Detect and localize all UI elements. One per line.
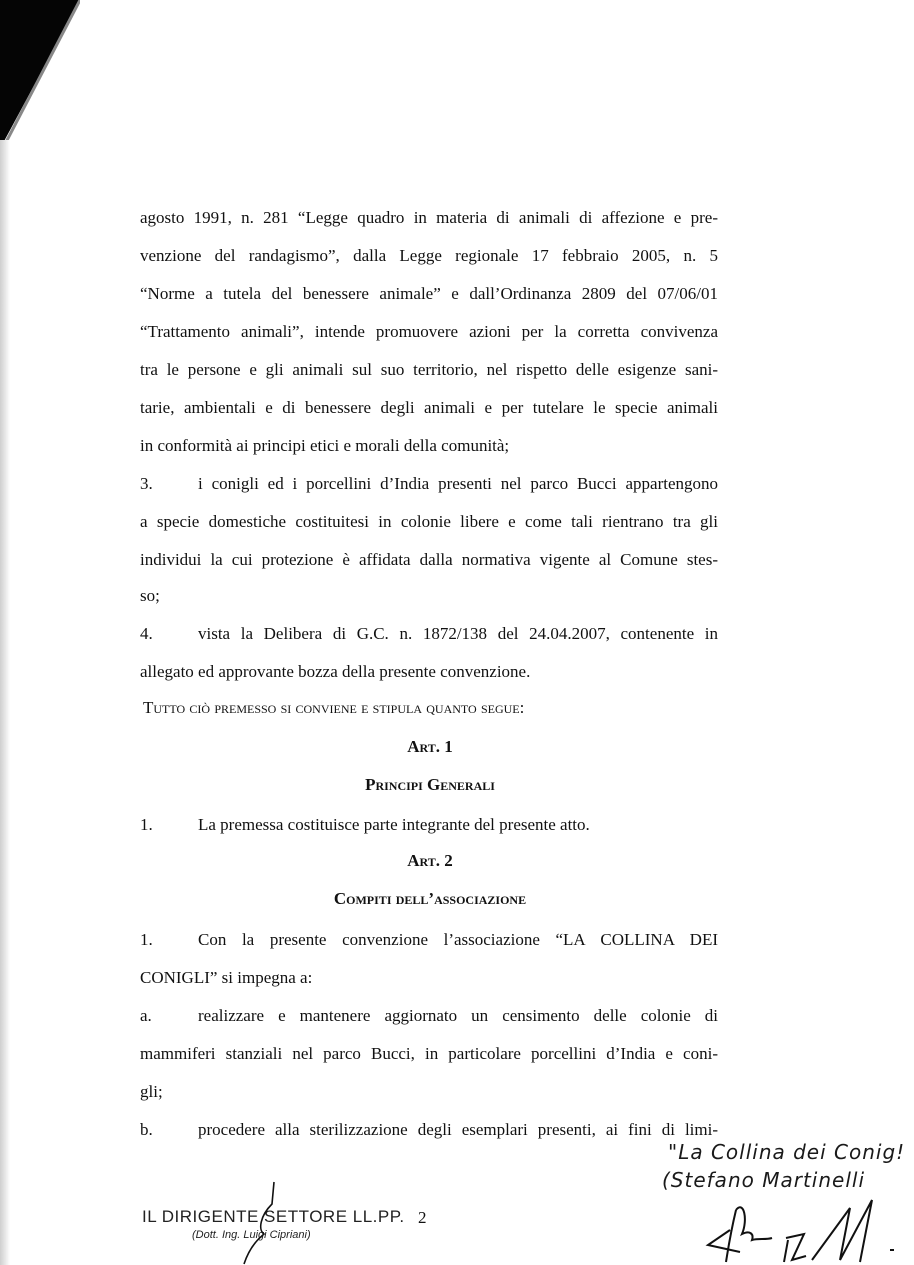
article-2-item-b xyxy=(140,1120,718,1140)
handwritten-signer-name: (Stefano Martinelli xyxy=(662,1168,865,1192)
list-text: La premessa costituisce parte integrante del presente atto. xyxy=(198,815,590,834)
paragraph-line: in conformità ai principi etici e morali della comunità; xyxy=(140,436,510,455)
article-2-item-a xyxy=(140,1006,718,1026)
list-text: procedere alla sterilizzazione degli esemplari presenti, ai fini di limi- xyxy=(198,1120,718,1139)
handwritten-association-name: "La Collina dei Conig! xyxy=(668,1140,906,1164)
list-number: 1. xyxy=(140,930,153,949)
list-text: Con la presente convenzione l’associazione “LA COLLINA DEI xyxy=(198,930,718,949)
paragraph-line: individui la cui protezione è affidata dalla normativa vigente al Comune stes- xyxy=(140,550,718,569)
article-2-title: Compiti dell’associazione xyxy=(333,889,527,908)
paragraph-line: agosto 1991, n. 281 “Legge quadro in materia di animali di affezione e pre- xyxy=(140,208,718,227)
paragraph-line: “Trattamento animali”, intende promuovere azioni per la corretta convivenza xyxy=(140,322,718,341)
stamp-name: (Dott. Ing. Luigi Cipriani) xyxy=(192,1229,311,1241)
list-number: 4. xyxy=(140,624,153,643)
article-2-item-1 xyxy=(140,930,718,950)
paragraph-line: so; xyxy=(140,586,160,605)
list-number: 1. xyxy=(140,815,153,834)
paragraph-line: venzione del randagismo”, dalla Legge regionale 17 febbraio 2005, n. 5 xyxy=(140,246,718,265)
article-2-heading: Art. 2 xyxy=(407,851,453,870)
paragraph-line: a specie domestiche costituitesi in colonie libere e come tali rientrano tra gli xyxy=(140,512,718,531)
paragraph-line: CONIGLI” si impegna a: xyxy=(140,968,313,987)
paragraph-line: allegato ed approvante bozza della presente convenzione. xyxy=(140,662,531,681)
list-item-4 xyxy=(140,624,718,644)
list-letter: b. xyxy=(140,1120,153,1139)
paragraph-line: tarie, ambientali e di benessere degli animali e per tutelare le specie animali xyxy=(140,398,718,417)
stamp-title: IL DIRIGENTE SETTORE LL.PP. xyxy=(142,1207,405,1226)
stamp-signature-stroke xyxy=(240,1180,280,1265)
list-item-3 xyxy=(140,474,718,494)
list-text: i conigli ed i porcellini d’India presenti nel parco Bucci appartengono xyxy=(198,474,718,493)
list-text: realizzare e mantenere aggiornato un censimento delle colonie di xyxy=(198,1006,718,1025)
signature-icon xyxy=(700,1190,910,1265)
article-1-item-1 xyxy=(140,815,718,835)
paragraph-line: tra le persone e gli animali sul suo territorio, nel rispetto delle esigenze sani- xyxy=(140,360,718,379)
page-number: 2 xyxy=(418,1208,427,1227)
paragraph-line: “Norme a tutela del benessere animale” e dall’Ordinanza 2809 del 07/06/01 xyxy=(140,284,718,303)
list-number: 3. xyxy=(140,474,153,493)
list-text: vista la Delibera di G.C. n. 1872/138 del 24.04.2007, contenente in xyxy=(198,624,718,643)
premise-closing: Tutto ciò premesso si conviene e stipula quanto segue: xyxy=(143,698,525,717)
paragraph-line: gli; xyxy=(140,1082,163,1101)
paragraph-line: mammiferi stanziali nel parco Bucci, in particolare porcellini d’India e coni- xyxy=(140,1044,718,1063)
article-1-heading: Art. 1 xyxy=(407,737,453,756)
article-1-title: Principi Generali xyxy=(365,775,495,794)
list-letter: a. xyxy=(140,1006,152,1025)
